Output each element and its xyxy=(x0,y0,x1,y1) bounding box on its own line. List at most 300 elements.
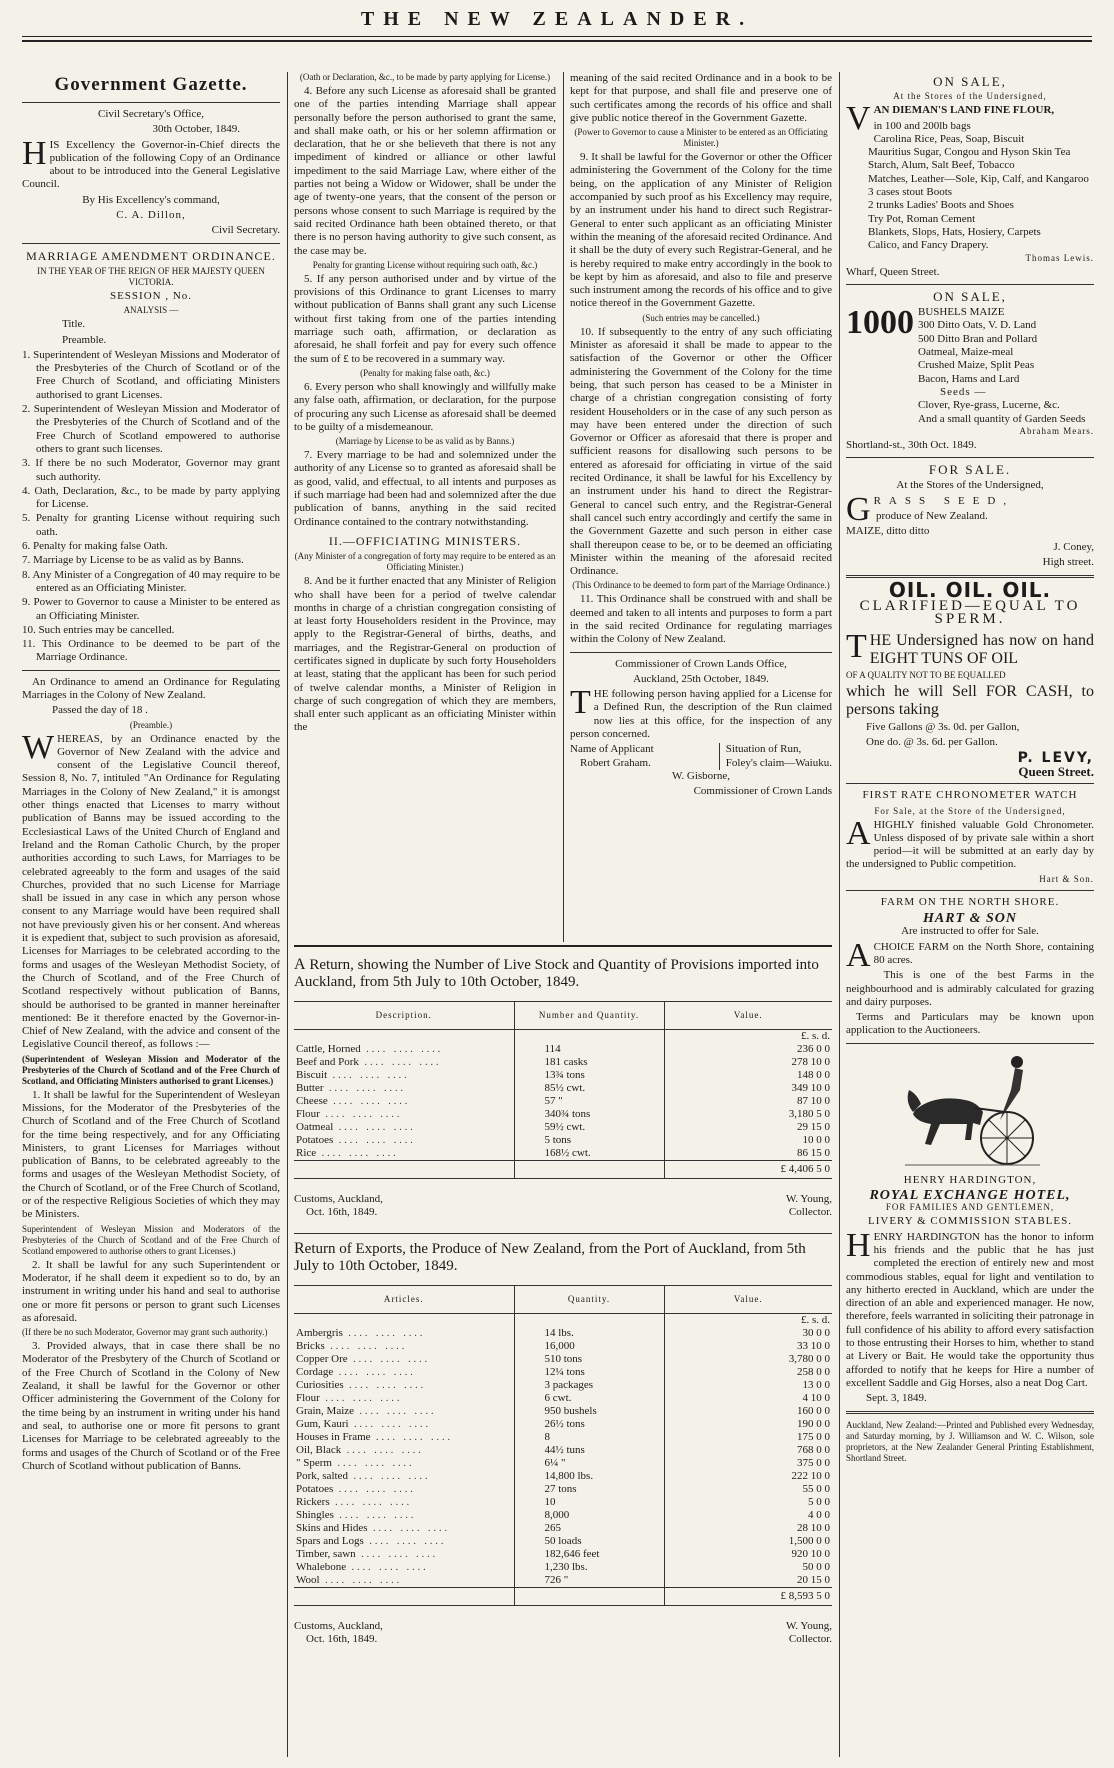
run-col xyxy=(719,743,832,770)
item-cell xyxy=(294,1366,514,1379)
oil-price: Five Gallons @ 3s. 0d. per Gallon, xyxy=(866,721,1020,734)
item-label: Curiosities xyxy=(296,1379,344,1391)
item-cell xyxy=(294,1353,514,1366)
table-row xyxy=(294,1522,832,1535)
value-cell: 28 10 0 xyxy=(797,1522,830,1534)
item-cell xyxy=(294,1509,514,1522)
run-label: Situation of Run, xyxy=(725,743,802,756)
oil-quality: OF A QUALITY NOT TO BE EQUALLED xyxy=(846,670,1006,681)
farm-body xyxy=(846,936,1094,974)
farm-heading: FARM ON THE NORTH SHORE. xyxy=(880,895,1060,908)
quantity-cell: 57 " xyxy=(514,1095,664,1108)
table-row xyxy=(294,1574,832,1588)
item-cell xyxy=(294,1418,514,1431)
analysis-item: 11. This Ordinance to be deemed to be part of the Marriage Ordinance. xyxy=(22,638,280,664)
column-3 xyxy=(570,72,832,942)
leader-dots: .... .... .... xyxy=(323,1083,406,1094)
table-header: Articles. xyxy=(294,1286,514,1314)
leader-dots: .... .... .... xyxy=(341,1445,424,1456)
oil-subheading: CLARIFIED—EQUAL TO SPERM. xyxy=(859,597,1081,627)
value-cell: 920 10 0 xyxy=(791,1548,830,1560)
table-row xyxy=(294,1121,832,1134)
value-cell: 4 10 0 xyxy=(802,1392,830,1404)
value-cell: 190 0 0 xyxy=(797,1418,830,1430)
item-label: Cattle, Horned xyxy=(296,1043,361,1055)
value-cell: 86 15 0 xyxy=(797,1147,830,1159)
item-label: Cheese xyxy=(296,1095,328,1107)
imprint: Auckland, New Zealand:—Printed and Published every Wednesday, and Saturday morning, by J. Williamson and W. C. Wilson, sole proprietors, at the New Zealander General Printing Establishment, Shortland Street. xyxy=(846,1420,1094,1464)
list-item: Mauritius Sugar, Congou and Hyson Skin Tea xyxy=(868,146,1071,159)
section-10: 10. If subsequently to the entry of any such officiating Minister as aforesaid it shall be made to appear to the satisfaction of the Governor or other the Officer administering the Government of the Colony for the time being, that such person has ceased to be a Minister in charge of a christian congregation consisting of forty resident Householders or in the case of any such person as may have been entered under the direction of such Governor or Officer as aforesaid that there is proper and sufficient reasons for disallowing such persons to be entered as aforesaid for officiating in virtue of the said recited Ordinance, it shall be lawful for his Excellency by an instrument under his hand to direct the Registrar-General to cancel such entry, and the Registrar-General shall cancel such entry accordingly and certify the same in the Government Gazette and such person in either case shall thereupon cease to be, or to be deemed an officiating Minister within the meaning of the aforesaid recited Ordinance. xyxy=(570,325,832,578)
applicant-col xyxy=(570,743,654,770)
item-label: Pork, salted xyxy=(296,1470,348,1482)
exports-title xyxy=(294,1240,832,1275)
table-header-row xyxy=(294,1002,832,1030)
divider xyxy=(846,1411,1094,1414)
quantity-cell: 265 xyxy=(514,1522,664,1535)
returns-top-rule xyxy=(294,945,832,947)
title-prefix: A xyxy=(294,956,306,973)
quantity-cell: 8 xyxy=(514,1431,664,1444)
item-label: Bricks xyxy=(296,1340,325,1352)
item-label: Houses in Frame xyxy=(296,1431,371,1443)
item-cell xyxy=(294,1457,514,1470)
sale1-list xyxy=(846,120,1094,253)
quantity-cell: 14 lbs. xyxy=(514,1327,664,1340)
ad-subtitle: At the Stores of the Undersigned, xyxy=(896,479,1044,492)
horse-and-gig-illustration xyxy=(895,1050,1045,1170)
applicant-block xyxy=(570,743,832,770)
crown-notice-text: HE following person having applied for a License for a Defined Run, the description of the Run claimed now lies at this office, for the inspection of any person concerned. xyxy=(570,688,832,741)
title-prefix: R xyxy=(294,1240,305,1257)
list-item: 3 cases stout Boots xyxy=(868,186,953,199)
list-item: And a small quantity of Garden Seeds xyxy=(918,412,1086,425)
value-cell: 87 10 0 xyxy=(797,1095,830,1107)
leader-dots: .... .... .... xyxy=(327,1096,411,1107)
section-8: 8. And be it further enacted that any Minister of Religion who shall have been for a period of twelve calendar months in charge of a christian congregation consisting of at least forty Householders resident in the Province, may apply to the Registrar-General of births, deaths, and marriages, and the Registrar-General on production of certificates signed in duplicate by such forty Householders at least, stating that the applicant has been for such period of twelve calendar months, a Minister of Religion in charge of such congregation of which they are members, shall enter such applicant as an officiating Minister within the xyxy=(294,575,556,734)
item-cell xyxy=(294,1147,514,1161)
sale2-block xyxy=(846,306,1094,426)
item-label: Potatoes xyxy=(296,1483,334,1495)
side-note: (Marriage by License to be as valid as by Banns.) xyxy=(335,436,515,447)
quantity-cell: 16,000 xyxy=(514,1340,664,1353)
table-row xyxy=(294,1418,832,1431)
value-cell: 5 0 0 xyxy=(808,1496,830,1508)
ad-title: ON SALE, xyxy=(933,288,1007,304)
leader-dots: .... .... .... xyxy=(367,1523,450,1534)
list-item: Starch, Alum, Salt Beef, Tobacco xyxy=(868,159,1015,172)
table-row xyxy=(294,1483,832,1496)
table-row xyxy=(294,1431,832,1444)
office-line: Civil Secretary's Office, xyxy=(98,108,204,120)
exports-table xyxy=(294,1285,832,1606)
item-label: Rickers xyxy=(296,1496,330,1508)
customs-date: Oct. 16th, 1849. xyxy=(306,1206,378,1218)
dropcap: A xyxy=(846,814,871,852)
divider xyxy=(22,243,280,244)
leader-dots: .... .... .... xyxy=(348,1419,432,1430)
passed-line: Passed the day of 18 . xyxy=(52,704,148,717)
item-label: Ambergris xyxy=(296,1327,343,1339)
total-row xyxy=(294,1588,832,1606)
applicant-label: Name of Applicant xyxy=(570,743,654,756)
analysis-item: 5. Penalty for granting License without requiring such oath. xyxy=(22,512,280,538)
imports-signature xyxy=(294,1193,832,1219)
analysis-item: 1. Superintendent of Wesleyan Missions and Moderator of the Presbyteries of the Church of Scotland or of the Free Church of Scotland, and officiating Ministers authorised to grant Licenses. xyxy=(22,348,280,401)
ad-signer: Abraham Mears. xyxy=(1019,425,1094,436)
section-6: 6. Every person who shall knowingly and willfully make any false oath, affirmation, or declaration, for the purpose of procuring any such License as aforesaid shall be deemed to be guilty of a misdemeanour. xyxy=(294,380,556,433)
watch-body xyxy=(846,814,1094,872)
value-cell: 278 10 0 xyxy=(791,1056,830,1068)
title-label: Title. xyxy=(62,318,86,331)
analysis-item: 3. If there be no such Moderator, Governor may grant such authority. xyxy=(22,457,280,483)
quantity-cell: 1,230 lbs. xyxy=(514,1561,664,1574)
item-cell xyxy=(294,1327,514,1340)
quantity-cell: 85½ cwt. xyxy=(514,1082,664,1095)
item-cell xyxy=(294,1535,514,1548)
list-item: 2 trunks Ladies' Boots and Shoes xyxy=(868,199,1014,212)
value-cell: 160 0 0 xyxy=(797,1405,830,1417)
crown-office: Commissioner of Crown Lands Office, xyxy=(615,657,787,670)
list-item: Blankets, Slops, Hats, Hosiery, Carpets xyxy=(868,225,1041,238)
value-cell: 1,500 0 0 xyxy=(788,1535,830,1547)
ad-title: FOR SALE. xyxy=(928,462,1012,478)
imports-title-text: Return, showing the Number of Live Stock and Quantity of Provisions imported into Auckland, from 5th July to 10th October, 1849. xyxy=(294,957,819,990)
table-row xyxy=(294,1535,832,1548)
section-2: 2. It shall be lawful for any such Superintendent or Moderator, if he shall deem it expedient so to do, by an instrument in writing under his hand and seal to authorise one or more fit persons or person to grant such Licenses as aforesaid. xyxy=(22,1258,280,1324)
leader-dots: .... .... .... xyxy=(319,1575,403,1586)
farm-body: This is one of the best Farms in the neighbourhood and is admirably calculated for grazing and dairy purposes. xyxy=(846,969,1094,1008)
leader-dots: .... .... .... xyxy=(329,1497,413,1508)
leader-dots: .... .... .... xyxy=(343,1380,427,1391)
ad-date: Shortland-st., 30th Oct. 1849. xyxy=(846,438,977,451)
item-label: Flour xyxy=(296,1108,320,1120)
collector-name: W. Young, xyxy=(785,1193,832,1205)
hotel-proprietor: HENRY HARDINGTON, xyxy=(903,1173,1037,1186)
preamble-note: (Preamble.) xyxy=(129,719,173,730)
customs-block xyxy=(294,1620,383,1646)
quantity-cell: 10 xyxy=(514,1496,664,1509)
signer-title: Civil Secretary. xyxy=(211,224,280,237)
value-cell: 148 0 0 xyxy=(797,1069,830,1081)
quantity-cell: 50 loads xyxy=(514,1535,664,1548)
item-cell xyxy=(294,1108,514,1121)
table-row xyxy=(294,1082,832,1095)
currency-header: £. s. d. xyxy=(800,1030,830,1042)
side-note: (This Ordinance to be deemed to form part of the Marriage Ordinance.) xyxy=(572,580,830,591)
list-item: Clover, Rye-grass, Lucerne, &c. xyxy=(918,399,1060,412)
ordinance-year: IN THE YEAR OF THE REIGN OF HER MAJESTY QUEEN VICTORIA. xyxy=(37,265,265,287)
total-value: £ 4,406 5 0 xyxy=(664,1161,832,1179)
item-label: Potatoes xyxy=(296,1134,334,1146)
analysis-item: 6. Penalty for making false Oath. xyxy=(22,540,168,553)
item-label: Gum, Kauri xyxy=(296,1418,349,1430)
list-item: Seeds — xyxy=(940,385,987,398)
exports-signature xyxy=(294,1620,832,1646)
big-number: 1000 xyxy=(846,304,914,342)
crown-title: Commissioner of Crown Lands xyxy=(693,785,832,798)
list-item: Oatmeal, Maize-meal xyxy=(918,346,1014,359)
value-cell: 10 0 0 xyxy=(802,1134,830,1146)
quantity-cell: 114 xyxy=(514,1043,664,1056)
analysis-item: 4. Oath, Declaration, &c., to be made by party applying for License. xyxy=(22,484,280,511)
table-header: Value. xyxy=(664,1002,832,1030)
ad-subtitle: At the Stores of the Undersigned, xyxy=(893,91,1047,102)
quantity-cell: 340¾ tons xyxy=(514,1108,664,1121)
oil-body xyxy=(846,628,1094,668)
dropcap: W xyxy=(22,728,55,766)
list-item: 300 Ditto Oats, V. D. Land xyxy=(918,319,1037,332)
table-row xyxy=(294,1366,832,1379)
item-cell xyxy=(294,1379,514,1392)
item-cell xyxy=(294,1470,514,1483)
value-cell: 33 10 0 xyxy=(797,1340,830,1352)
item-cell xyxy=(294,1082,514,1095)
column-2 xyxy=(294,72,556,942)
quantity-cell: 3 packages xyxy=(514,1379,664,1392)
list-item: Calico, and Fancy Drapery. xyxy=(868,239,989,252)
quantity-cell: 168½ cwt. xyxy=(514,1147,664,1161)
watch-heading: FIRST RATE CHRONOMETER WATCH xyxy=(862,789,1078,802)
section-4: 4. Before any such License as aforesaid shall be granted one of the parties intending Marriage shall appear personally before the person authorised to grant the same, and shall make oath, or his or her solemn affirmation or declaration, that he or she believeth that there is not any impediment of kindred or alliance or other lawful impediment to the said Marriage Law, where either of the parties not being a Widow or Widower, shall be under the age of twenty-one years, that the consent of the person or persons whose consent to such Marriage is required by the said recited Ordinance hath been obtained thereto, or that there is no person having authority to give such consent, as the case may be. xyxy=(294,85,556,257)
item-label: Biscuit xyxy=(296,1069,328,1081)
table-row xyxy=(294,1353,832,1366)
list-item: Try Pot, Roman Cement xyxy=(868,212,976,225)
dropcap: H xyxy=(22,134,47,172)
item-cell xyxy=(294,1121,514,1134)
item-label: Skins and Hides xyxy=(296,1522,368,1534)
table-row xyxy=(294,1147,832,1161)
collector-block xyxy=(786,1620,832,1646)
divider xyxy=(22,670,280,671)
continued-text: meaning of the said recited Ordinance and in a book to be kept for that purpose, and shall file and preserve one of such certificates among the records of his office and shall give public notice thereof in the Government Gazette. xyxy=(570,72,832,124)
table-row xyxy=(294,1509,832,1522)
table-row xyxy=(294,1134,832,1147)
list-item: Matches, Leather—Sole, Kip, Calf, and Kangaroo xyxy=(868,172,1089,185)
ordinance-title: MARRIAGE AMENDMENT ORDINANCE. xyxy=(26,248,276,263)
quantity-cell: 726 " xyxy=(514,1574,664,1588)
value-cell: 3,180 5 0 xyxy=(788,1108,830,1120)
quantity-cell: 59½ cwt. xyxy=(514,1121,664,1134)
value-cell: 236 0 0 xyxy=(797,1043,830,1055)
value-cell: 13 0 0 xyxy=(802,1379,830,1391)
table-row xyxy=(294,1496,832,1509)
leader-dots: .... .... .... xyxy=(316,1148,399,1159)
value-cell: 349 10 0 xyxy=(791,1082,830,1094)
value-cell: 258 0 0 xyxy=(797,1366,830,1378)
side-note: (Power to Governor to cause a Minister to be entered as an Officiating Minister.) xyxy=(574,127,828,149)
column-4 xyxy=(846,72,1094,1757)
item-label: " Sperm xyxy=(296,1457,332,1469)
ad-line: produce of New Zealand. xyxy=(876,510,988,523)
exports-title-text: eturn of Exports, the Produce of New Zealand, from the Port of Auckland, from 5th July to 10th October, 1849. xyxy=(294,1241,806,1274)
item-label: Cordage xyxy=(296,1366,334,1378)
divider xyxy=(846,284,1094,285)
item-cell xyxy=(294,1069,514,1082)
notice-text: IS Excellency the Governor-in-Chief directs the publication of the following Copy of an Ordinance about to be introduced into the General Legislative Council. xyxy=(22,138,280,191)
currency-row xyxy=(294,1314,832,1328)
ad-signer: Hart & Son. xyxy=(1039,873,1094,884)
analysis-item: 8. Any Minister of a Congregation of 40 may require to be entered as an Officiating Minister. xyxy=(22,568,280,594)
command-line: By His Excellency's command, xyxy=(82,193,220,206)
analysis-item: 2. Superintendent of Wesleyan Mission and Moderator of the Presbyteries of the Church of Scotland and of the Free Church of Scotland empowered to authorise others to grant such licenses. xyxy=(22,403,280,455)
preamble-label: Preamble. xyxy=(62,333,107,346)
analysis-item: 7. Marriage by License to be as valid as by Banns. xyxy=(22,554,244,567)
table-row xyxy=(294,1108,832,1121)
value-cell: 222 10 0 xyxy=(791,1470,830,1482)
quantity-cell: 44½ tuns xyxy=(514,1444,664,1457)
section-1: 1. It shall be lawful for the Superintendent of Wesleyan Missions, for the Moderator of the Presbyteries of the Church of Scotland and of the Free Church of Scotland for the time being respectively, and for any Officiating Ministers, to grant Licenses for Marriages without publication of Banns, to be celebrated agreeably to the forms and usages of the Wesleyan Methodist Society, of the Church of Scotland, or of the Free Church of Scotland, or of the respective Religious Societies of which they may be Ministers. xyxy=(22,1088,280,1221)
masthead-rule-top xyxy=(22,36,1092,37)
table-row xyxy=(294,1561,832,1574)
value-cell: 55 0 0 xyxy=(802,1483,830,1495)
value-cell: 175 0 0 xyxy=(797,1431,830,1443)
ad-subtitle: For Sale, at the Store of the Undersigned, xyxy=(874,805,1066,816)
leader-dots: .... .... .... xyxy=(324,1341,408,1352)
notice-date: 30th October, 1849. xyxy=(152,123,240,136)
ad-line: MAIZE, ditto ditto xyxy=(846,525,930,538)
quantity-cell: 950 bushels xyxy=(514,1405,664,1418)
session-line: SESSION , No. xyxy=(109,289,193,302)
hotel-subtitle: LIVERY & COMMISSION STABLES. xyxy=(868,1215,1072,1228)
ad-place: Wharf, Queen Street. xyxy=(846,265,940,278)
leader-dots: .... .... .... xyxy=(354,1406,437,1417)
item-cell xyxy=(294,1392,514,1405)
table-header: Description. xyxy=(294,1002,514,1030)
dropcap: G xyxy=(846,490,871,528)
currency-row xyxy=(294,1030,832,1044)
divider xyxy=(294,1233,832,1234)
value-cell: 29 15 0 xyxy=(797,1121,830,1133)
oil-place: Queen Street. xyxy=(1018,763,1094,779)
value-cell: 50 0 0 xyxy=(802,1561,830,1573)
item-cell xyxy=(294,1483,514,1496)
crown-notice xyxy=(570,684,832,741)
leader-dots: .... .... .... xyxy=(333,1510,417,1521)
section-5: 5. If any person authorised under and by virtue of the provisions of this Ordinance to grant Licenses to marry without publication of Banns shall grant any such License without first taking from one of the parties intending marriage such oath, affirmation, or declaration as aforesaid, he shall forfeit and pay for every such offence the sum of £ to be recovered in a summary way. xyxy=(294,272,556,365)
item-label: Copper Ore xyxy=(296,1353,348,1365)
item-cell xyxy=(294,1574,514,1588)
leader-dots: .... .... .... xyxy=(342,1328,426,1339)
item-cell xyxy=(294,1134,514,1147)
item-label: Shingles xyxy=(296,1509,334,1521)
item-label: Butter xyxy=(296,1082,324,1094)
quantity-cell: 5 tons xyxy=(514,1134,664,1147)
side-note: (Penalty for making false oath, &c.) xyxy=(360,367,490,378)
list-item: Carolina Rice, Peas, Soap, Biscuit xyxy=(873,132,1025,145)
section-3: 3. Provided always, that in case there shall be no Moderator of the Presbytery of the Church of Scotland or of the Free Church of Scotland in the Colony of New Zealand, it shall be lawful for the Governor or other Officer administering the Government of the Colony for the time being by an instrument in writing under his hand and seal, to authorise one or more fit persons to grant Licenses for Marriage to be celebrated agreeably to the forms and usages of the Church of Scotland or of the Free Church of Scotland without publication of Banns. xyxy=(22,1340,280,1472)
item-label: Rice xyxy=(296,1147,317,1159)
side-note: (Superintendent of Wesleyan Mission and Moderator of the Presbyteries of the Church of Scotland and of the Free Church of Scotland, and Officiating Ministers authorised to grant Licenses.) xyxy=(22,1053,280,1086)
table-row xyxy=(294,1340,832,1353)
quantity-cell: 12¼ tons xyxy=(514,1366,664,1379)
total-value: £ 8,593 5 0 xyxy=(664,1588,832,1606)
side-note: (Such entries may be cancelled.) xyxy=(642,312,760,323)
ad-title: ON SALE, xyxy=(933,74,1007,89)
hotel-body-text: ENRY HARDINGTON has the honor to inform his friends and the public that he has just completed the erection of entirely new and most commodious stables, equal for light and ventilation to any hitherto erected in Auckland, which are under the direction of an able and experienced manager. He now, therefore, feels warranted in soliciting their patronage in full confidence of his ability to afford every satisfaction to those entrusting their Horses to him, whether to stand at Livery or Bait. He would take the opportunity thus afforded to notify that he keeps for Hire a number of excellent Saddle and Gig Horses, also a neat Dog Cart. xyxy=(846,1230,1094,1389)
imports-table xyxy=(294,1001,832,1179)
divider xyxy=(846,783,1094,784)
value-cell: 4 0 0 xyxy=(808,1509,830,1521)
leader-dots: .... .... .... xyxy=(360,1044,444,1055)
column-divider xyxy=(563,72,564,942)
table-row xyxy=(294,1095,832,1108)
table-header: Number and Quantity. xyxy=(514,1002,664,1030)
table-row xyxy=(294,1392,832,1405)
run-value: Foley's claim—Waiuku. xyxy=(725,756,832,769)
divider xyxy=(570,652,832,653)
customs-place: Customs, Auckland, xyxy=(294,1620,383,1632)
currency-header: £. s. d. xyxy=(800,1314,830,1326)
value-cell: 768 0 0 xyxy=(797,1444,830,1456)
analysis-item: 9. Power to Governor to cause a Minister to be entered as an Officiating Minister. xyxy=(22,596,280,622)
leader-dots: .... .... .... xyxy=(333,1367,416,1378)
oil-heading: OIL. OIL. OIL. xyxy=(888,578,1052,603)
crown-signer: W. Gisborne, xyxy=(672,769,730,782)
table-header: Value. xyxy=(664,1286,832,1314)
column-divider xyxy=(287,72,288,1757)
side-note: (If there be no such Moderator, Governor may grant such authority.) xyxy=(22,1327,268,1338)
notice-paragraph xyxy=(22,134,280,192)
hotel-name: ROYAL EXCHANGE HOTEL, xyxy=(869,1188,1071,1204)
list-item: BUSHELS MAIZE xyxy=(918,306,1005,319)
leader-dots: .... .... .... xyxy=(333,1135,416,1146)
item-cell xyxy=(294,1095,514,1108)
quantity-cell: 182,646 feet xyxy=(514,1548,664,1561)
ad-place: High street. xyxy=(1042,555,1094,568)
farm-body-text: CHOICE FARM on the North Shore, containing 80 acres. xyxy=(873,940,1094,966)
table-row xyxy=(294,1405,832,1418)
quantity-cell: 26½ tons xyxy=(514,1418,664,1431)
leader-dots: .... .... .... xyxy=(346,1562,429,1573)
ordinance-intro: An Ordinance to amend an Ordinance for Regulating Marriages in the Colony of New Zealand. xyxy=(22,675,280,701)
list-item: in 100 and 200lb bags xyxy=(873,119,971,132)
leader-dots: .... .... .... xyxy=(363,1536,447,1547)
side-note: Superintendent of Wesleyan Mission and Moderators of the Presbyteries of the Church of Scotland and of the Free Church of Scotland empowered to authorise others to grant Licenses.) xyxy=(22,1223,280,1256)
item-cell xyxy=(294,1548,514,1561)
quantity-cell: 13¾ tons xyxy=(514,1069,664,1082)
imports-rows xyxy=(294,1043,832,1161)
table-row xyxy=(294,1056,832,1069)
item-cell xyxy=(294,1444,514,1457)
quantity-cell: 510 tons xyxy=(514,1353,664,1366)
customs-date: Oct. 16th, 1849. xyxy=(306,1633,378,1645)
side-note: (Any Minister of a congregation of forty may require to be entered as an Officiating Minister.) xyxy=(294,551,556,573)
sale2-list xyxy=(918,306,1085,426)
whereas-text: HEREAS, by an Ordinance enacted by the Governor of New Zealand with the advice and consent of the Legislative Council thereof, Session 8, No. 7, intituled "An Ordinance for Regulating Marriages in the Colony of New Zealand," it is amongst other things enacted that Licenses to marry without publication of Banns may be issued according to the Ecclesiastical Laws of the United Church of England and Ireland and the Roman Catholic Church, by the proper authorities according to such Laws, for Marriages to be celebrated agreeably to the form and usages of the said Churches, provided that no such License for Marriage shall be issued in any case in which any person whose consent to any Marriage would have been required shall not have previously given his or her consent. And whereas it is expedient that, subject to such provision as aforesaid, Licenses for Marriages to be celebrated according to the forms and usages of the Wesleyan Methodist Society, of the Church of Scotland, and of the Free Church of Scotland respectively without publication of Banns, should be authorised to be granted in manner hereinafter mentioned: Be it therefore enacted by the Governor-in-Chief of New Zealand, with the advice and consent of the Legislative Council thereof, as follows :— xyxy=(22,732,280,1051)
quantity-cell: 181 casks xyxy=(514,1056,664,1069)
item-label: Spars and Logs xyxy=(296,1535,364,1547)
item-label: Whalebone xyxy=(296,1561,347,1573)
divider xyxy=(846,890,1094,891)
dropcap: A xyxy=(846,936,871,974)
section-9: 9. It shall be lawful for the Governor or other the Officer administering the Government of the Colony for the time being, on the application of any Minister of Religion accompanied by such proof as his Excellency may require, by an instrument under his hand to direct such Registrar-General to enter such applicant as an officiating Minister within the meaning of the aforesaid recited Ordinance. And it shall be the duty of every such Registrar-General, and he is hereby required to make entry accordingly in the book to be kept by him as aforesaid, and also to file and preserve such instrument among the records of his office and to give notice thereof in the Government Gazette. xyxy=(570,151,832,310)
dropcap: H xyxy=(846,1226,871,1264)
table-row xyxy=(294,1043,832,1056)
item-cell xyxy=(294,1340,514,1353)
item-cell xyxy=(294,1056,514,1069)
total-row xyxy=(294,1161,832,1179)
table-row xyxy=(294,1379,832,1392)
farm-firm: HART & SON xyxy=(922,911,1017,927)
farm-body: Terms and Particulars may be known upon application to the Auctioneers. xyxy=(846,1011,1094,1037)
oil-body-text: HE Undersigned has now on hand EIGHT TUNS OF OIL xyxy=(869,632,1094,668)
table-header: Quantity. xyxy=(514,1286,664,1314)
ad-lead-text: AN DIEMAN'S LAND FINE FLOUR, xyxy=(873,104,1055,117)
column-1 xyxy=(22,72,280,1757)
item-cell xyxy=(294,1431,514,1444)
leader-dots: .... .... .... xyxy=(319,1393,403,1404)
